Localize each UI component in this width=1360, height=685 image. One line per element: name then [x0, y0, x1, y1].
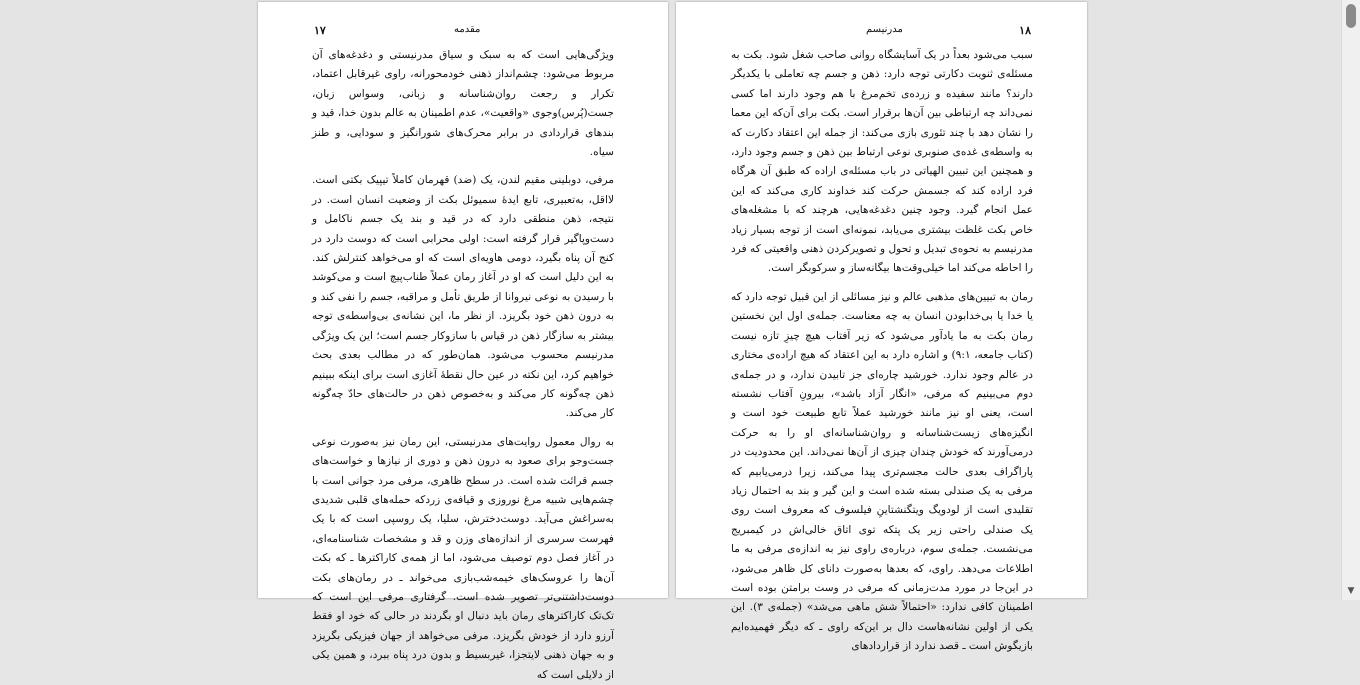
paragraph: سبب می‌شود بعداً در یک آسایشگاه روانی صاحب شغل شود. بکت به مسئله‌ی ثنویت دکارتی توجه دارد: ذهن و جسم چه تعاملی با یکدیگر دارند؟ مانند سفیده و زرده‌ی تخم‌مرغ با هم وجود دارند اما کسی نمی‌داند چه ارتباطی بین آن‌ها برقرار است. بکت برای آن‌که این معما را نشان دهد با چند تئوری بازی می‌کند: از جمله این اعتقاد دکارت که به واسطه‌ی غده‌ی صنوبری نوعی ارتباط بین ذهن و جسم وجود دارد، و همچنین این تبیین الهیاتی در باب مسئله‌ی اراده که طبق آن هرگاه فرد اراده کند که جسمش حرکت کند خداوند کاری می‌کند که این عمل انجام گیرد. وجود چنین دغدغه‌هایی، هرچند که با مشغله‌های خاص بکت غلظت بیشتری می‌یابد، نمونه‌ای است از توجه بسیار زیاد مدرنیسم به نحوه‌ی تبدیل و تحول و تصویرکردن ذهنی واقعیتی که فرد را احاطه می‌کند اما خیلی‌وقت‌ها بیگانه‌ساز و سرکوبگر است. — [731, 49, 1033, 275]
scrollbar-thumb[interactable] — [1346, 4, 1356, 28]
page-body — [312, 46, 614, 685]
page-body — [731, 46, 1033, 657]
paragraph: مرفی، دوبلینی مقیم لندن، یک (ضد) قهرمان کاملاً تیپیک بکتی است. لااقل، به‌تعبیری، تابع ایدهٔ سمیوئل بکت از وضعیت انسان است. در نتیجه، ذهن منطقی دارد که در قید و بند یک جسم ناکامل و دست‌وپاگیر قرار گرفته است: اولی محرابی است که دوست دارد در کنج آن پناه بگیرد، دومی هاویه‌ای است که او می‌خواهد کنترلش کند. به این دلیل است که او در آغاز رمان عملاً طناب‌پیچ است و می‌کوشد با رسیدن به نوعی نیروانا از طریق تأمل و مراقبه، جسم را نفی کند و به درون ذهن خود بگریزد. از نظر ما، این نشانه‌ی بی‌واسطه‌ی توجه بیشتر به سازگار ذهن در قیاس با سازوکار جسم است؛ این یک ویژگی مدرنیسم محسوب می‌شود. همان‌طور که در مطالب بعدی بحث خواهیم کرد، این نکته در عین حال نقطهٔ آغازی است برای اینکه ببینیم ذهن چه‌گونه کار می‌کند و به‌خصوص ذهن در حالت‌های حادّ چه‌گونه کار می‌کند. — [312, 174, 614, 420]
page-17 — [258, 2, 668, 681]
paragraph: رمان به تبیین‌های مذهبی عالم و نیز مسائلی از این قبیل توجه دارد که یا خدا یا بی‌خدابودن انسان به چه معناست. جمله‌ی اول این نخستین رمان بکت به ما یادآور می‌شود که زیر آفتاب هیچ چیزِ تازه نیست (کتاب جامعه، ۹:۱) و اشاره دارد به این اعتقاد که هیچ اراده‌ی مختاری در عالم وجود ندارد. خورشید چاره‌ای جز تابیدن ندارد، و در جمله‌ی دوم می‌بینیم که مرفی، «انگار آزاد باشد»، بیرونِ آفتاب نشسته است، یعنی او نیز مانند خورشید عملاً تابع طبیعت خود است و انگیزه‌های زیست‌شناسانه و روان‌شناسانه‌ای او را به حرکت درمی‌آورند که خودش چندان چیزی از آن‌ها نمی‌داند. این محدودیت در پاراگراف بعدی حالت مجسم‌تری پیدا می‌کند، زیرا درمی‌یابیم که مرفی به یک صندلی بسته شده است و این گیر و بند به احتمال زیاد تقلیدی است از لودویگ ویتگنشتاینِ فیلسوف که معروف است روی یک صندلی راحتی زیر یک پتکه توی اتاق خالی‌اش در کیمبریج می‌نشست. جمله‌ی سوم، درباره‌ی راوی نیز به اندازه‌ی مرفی به ما اطلاعات می‌دهد. راوی، که بعدها به‌صورت دانای کل ظاهر می‌شود، در این‌جا در مورد مدت‌زمانی که مرفی در وست برامتن بوده است اطمینان کافی ندارد: «احتمالاً شش ماهی می‌شد» (جمله‌ی ۳). این یکی از اولین نشانه‌هاست دال بر این‌که راوی ـ که دیگر فهمیده‌ایم بازیگوش است ـ قصد ندارد از قراردادهای — [731, 290, 1033, 653]
vertical-scrollbar[interactable] — [1341, 0, 1360, 600]
running-header: مدرنیسم — [866, 24, 903, 35]
paragraph: به روال معمول روایت‌های مدرنیستی، این رمان نیز به‌صورت نوعی جست‌وجو برای صعود به درون ذهن و دوری از نیازها و خواست‌های جسم قرائت شده است. در سطح ظاهری، مرفی مرد جوانی است با چشم‌هایی شبیه مرغ نوروزی و قیافه‌ی زردکه حمله‌های قلبی شدیدی به‌سراغش می‌آید. دوست‌دخترش، سلیا، یک روسپی است که با یک فهرست سرسری از اندازه‌های وزن و قد و مشخصات شناسنامه‌ای، در آغاز فصل دوم توصیف می‌شود، اما از همه‌ی کاراکترها ـ که بکت آن‌ها را عروسک‌های خیمه‌شب‌بازی می‌خواند ـ در رمان‌های بکت دوست‌داشتنی‌تر تصویر شده است. گرفتاری مرفی این است که تک‌تک کاراکترهای رمان باید دنبال او بگردند در حالی که خود او فقط آرزو دارد از خودش بگریزد. مرفی می‌خواهد از جهان فیزیکی بگریزد و به جهان ذهنی لایتجزا، غیربسیط و بدون درد پناه ببرد، و همین یکی از دلایلی است که — [312, 435, 614, 681]
page-18 — [676, 2, 1087, 653]
scroll-down-arrow-icon[interactable]: ▼ — [1347, 586, 1355, 596]
paragraph: ویژگی‌هایی است که به سبک و سیاق مدرنیستی و دغدغه‌های آن مربوط می‌شود: چشم‌انداز ذهنی خودمحورانه، راوی غیرقابل اعتماد، تکرار و رجعت روان‌شناسانه و زبانی، وسواس زبان، جست‌(پُرس)وجوی «واقعیت»، عدم اطمینان به عالم بدون خدا، قید و بندهای قراردادی در برابر محرک‌های شورانگیز و سودایی، و طنز سیاه. — [312, 49, 614, 159]
running-header: مقدمه — [454, 24, 481, 35]
page-number: ۱۸ — [1019, 24, 1031, 37]
page-number: ۱۷ — [314, 24, 326, 37]
